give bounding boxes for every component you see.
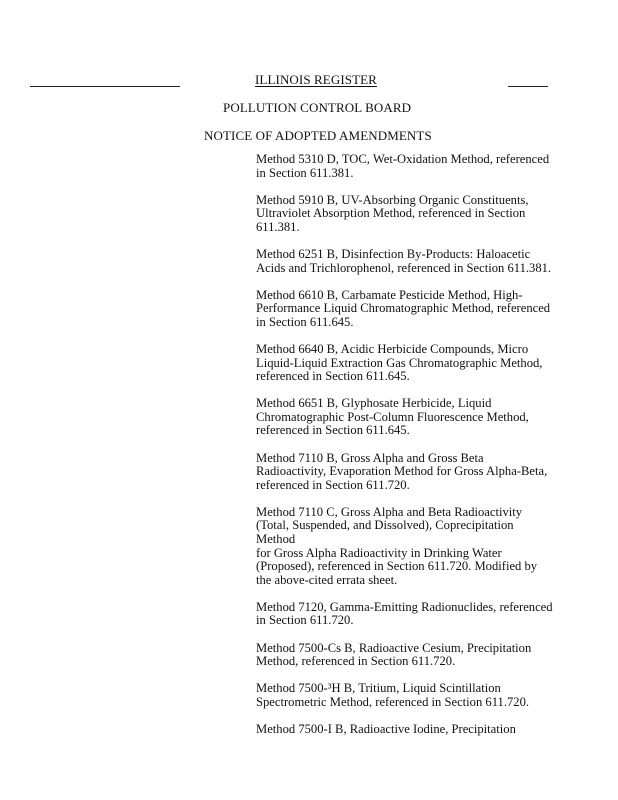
method-entry: Method 6610 B, Carbamate Pesticide Method, High- Performance Liquid Chromatographic Method, referenced in Section 611.645. [256, 287, 551, 329]
header-rule-right [508, 86, 548, 87]
method-list [256, 153, 554, 737]
method-entry: Method 6651 B, Glyphosate Herbicide, Liquid Chromatographic Post-Column Fluorescence Method, referenced in Section 611.645. [256, 396, 529, 438]
method-entry: Method 6251 B, Disinfection By-Products: Haloacetic Acids and Trichlorophenol, referenced in Section 611.381. [256, 246, 552, 275]
board-title: POLLUTION CONTROL BOARD [223, 100, 412, 115]
method-entry: Method 6640 B, Acidic Herbicide Compounds, Micro Liquid-Liquid Extraction Gas Chromatographic Method, referenced in Section 611.645. [256, 341, 543, 384]
method-entry: Method 5910 B, UV-Absorbing Organic Constituents, Ultraviolet Absorption Method, referenced in Section 611.381. [256, 192, 529, 234]
method-entry: Method 7500-³H B, Tritium, Liquid Scintillation Spectrometric Method, referenced in Section 611.720. [256, 681, 530, 709]
method-entry: Method 7500-I B, Radioactive Iodine, Precipitation [256, 721, 516, 736]
header-rule-left [30, 86, 180, 87]
register-title: ILLINOIS REGISTER [255, 72, 377, 87]
method-entry: Method 7120, Gamma-Emitting Radionuclides, referenced in Section 611.720. [256, 599, 553, 628]
method-entry: Method 7110 C, Gross Alpha and Beta Radioactivity (Total, Suspended, and Dissolved), Coprecipitation Method for Gross Alpha Radioactivity in Drinking Water (Proposed), referenced in Section 611.720. Modified by the above-cited errata sheet. [256, 504, 538, 587]
method-entry: Method 7500-Cs B, Radioactive Cesium, Precipitation Method, referenced in Section 611.720. [256, 640, 532, 669]
method-entry: Method 7110 B, Gross Alpha and Gross Beta Radioactivity, Evaporation Method for Gross Alpha-Beta, referenced in Section 611.720. [256, 450, 548, 492]
method-entry: Method 5310 D, TOC, Wet-Oxidation Method, referenced in Section 611.381. [256, 152, 550, 180]
notice-title: NOTICE OF ADOPTED AMENDMENTS [204, 128, 432, 143]
